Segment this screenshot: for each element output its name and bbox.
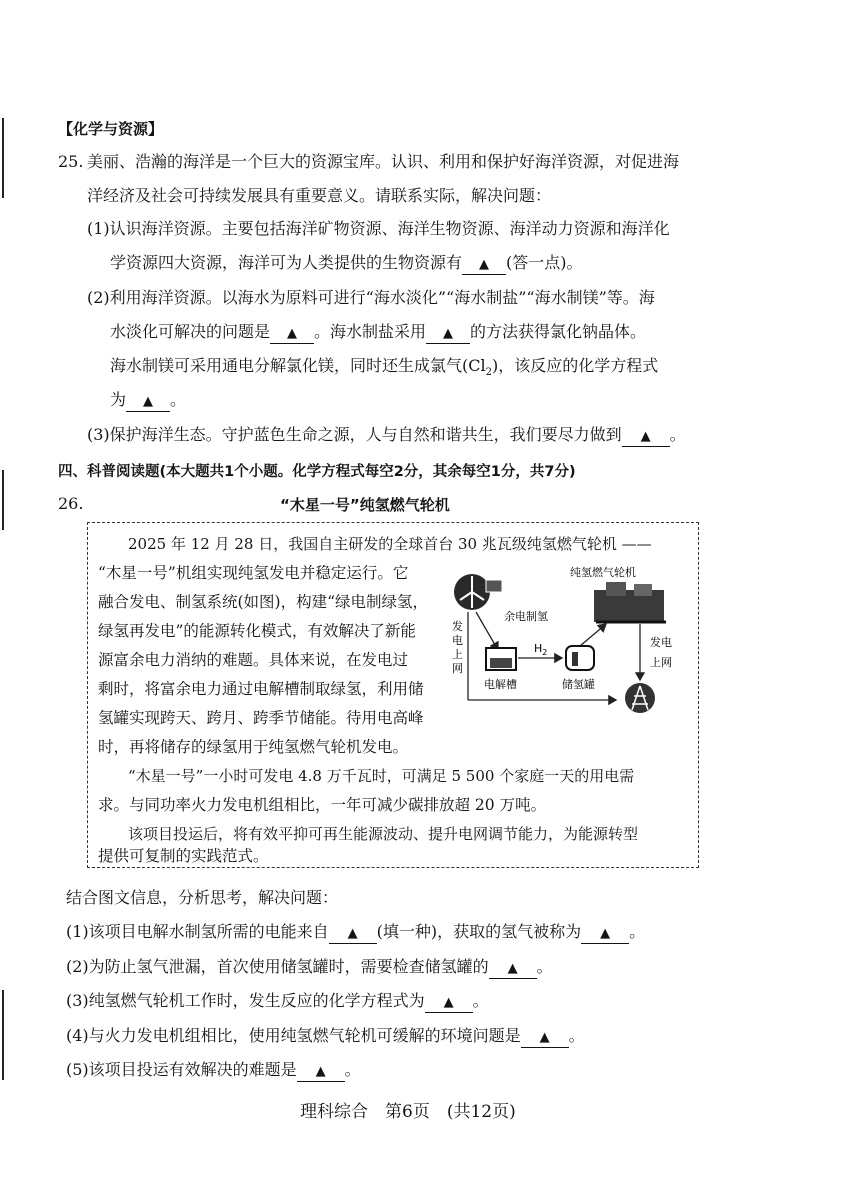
gen-left-char: 网 [452, 662, 463, 675]
q25-p2-line4: 为 ▲ 。 [110, 390, 186, 412]
turbine-label: 纯氢燃气轮机 [570, 566, 636, 579]
margin-line [2, 470, 4, 530]
q26-prompt: 结合图文信息，分析思考，解决问题： [66, 888, 339, 907]
electrolyzer-label: 电解槽 [484, 678, 517, 691]
q25-p3: (3)保护海洋生态。守护蓝色生命之源，人与自然和谐共生，我们要尽力做到 ▲ 。 [87, 425, 686, 447]
page-footer: 理科综合 第6页 (共12页) [300, 1102, 516, 1122]
gen-right-label: 上网 [650, 656, 672, 669]
energy-system-diagram [446, 562, 696, 722]
article-line: 源富余电力消纳的难题。具体来说，在发电过 [98, 651, 409, 669]
tank-icon [566, 646, 594, 670]
article-line: 绿氢再发电”的能源转化模式，有效解决了新能 [98, 622, 416, 640]
answer-blank[interactable]: ▲ [297, 1061, 345, 1082]
electrolyzer-icon [486, 648, 516, 670]
wind-solar-icon [454, 574, 502, 610]
gen-left-char: 电 [452, 634, 463, 647]
answer-blank[interactable]: ▲ [425, 992, 473, 1013]
article-line: 提供可复制的实践范式。 [98, 847, 269, 865]
grid-tower-icon [625, 683, 655, 713]
q25-p1-line1: (1)认识海洋资源。主要包括海洋矿物资源、海洋生物资源、海洋动力资源和海洋化 [87, 219, 670, 238]
article-title: “木星一号”纯氢燃气轮机 [280, 496, 450, 514]
question-number: 25. [58, 152, 84, 171]
answer-blank[interactable]: ▲ [622, 426, 670, 447]
margin-line [2, 990, 4, 1080]
q26-sub4: (4)与火力发电机组相比，使用纯氢燃气轮机可缓解的环境问题是 ▲ 。 [66, 1026, 585, 1048]
tank-label: 储氢罐 [562, 678, 595, 691]
answer-blank[interactable]: ▲ [581, 923, 629, 944]
h2-label: $H_2$ [534, 642, 548, 657]
q25-p1-line2: 学资源四大资源，海洋可为人类提供的生物资源有 ▲ (答一点)。 [110, 253, 583, 275]
article-line: 剩时，将富余电力通过电解槽制取绿氢，利用储 [98, 680, 424, 698]
article-line: “木星一号”一小时可发电 4.8 万千瓦时，可满足 5 500 个家庭一天的用电需 [128, 767, 635, 785]
q26-sub5: (5)该项目投运有效解决的难题是 ▲ 。 [66, 1060, 361, 1082]
article-line: 2025 年 12 月 28 日，我国自主研发的全球首台 30 兆瓦级纯氢燃气轮机 —— [128, 535, 652, 553]
q26-sub2: (2)为防止氢气泄漏，首次使用储氢罐时，需要检查储氢罐的 ▲ 。 [66, 957, 553, 979]
q25-p2-line2: 水淡化可解决的问题是 ▲ 。海水制盐采用 ▲ 的方法获得氯化钠晶体。 [110, 322, 646, 344]
answer-blank[interactable]: ▲ [270, 323, 314, 344]
article-line: 氢罐实现跨天、跨月、跨季节储能。待用电高峰 [98, 709, 424, 727]
article-line: “木星一号”机组实现纯氢发电并稳定运行。它 [98, 564, 409, 582]
answer-blank[interactable]: ▲ [126, 391, 170, 412]
answer-blank[interactable]: ▲ [329, 923, 377, 944]
q26-sub3: (3)纯氢燃气轮机工作时，发生反应的化学方程式为 ▲ 。 [66, 991, 489, 1013]
gen-right-label: 发电 [650, 636, 672, 649]
article-line: 时，再将储存的绿氢用于纯氢燃气轮机发电。 [98, 738, 409, 756]
article-line: 该项目投运后，将有效平抑可再生能源波动、提升电网调节能力，为能源转型 [128, 825, 639, 843]
answer-blank[interactable]: ▲ [521, 1027, 569, 1048]
gen-left-char: 上 [452, 648, 463, 661]
q26-sub1: (1)该项目电解水制氢所需的电能来自 ▲ (填一种)，获取的氢气被称为 ▲ 。 [66, 922, 645, 944]
margin-line [2, 118, 4, 198]
q25-intro-line1: 美丽、浩瀚的海洋是一个巨大的资源宝库。认识、利用和保护好海洋资源，对促进海 [87, 152, 680, 171]
turbine-icon [594, 582, 666, 622]
question-number: 26. [58, 494, 84, 513]
section-heading: 四、科普阅读题(本大题共1个小题。化学方程式每空2分，其余每空1分，共7分) [58, 464, 576, 480]
q25-intro-line2: 洋经济及社会可持续发展具有重要意义。请联系实际，解决问题： [87, 186, 552, 205]
section-heading: 【化学与资源】 [58, 120, 164, 138]
gen-left-char: 发 [452, 620, 463, 633]
answer-blank[interactable]: ▲ [462, 254, 506, 275]
answer-blank[interactable]: ▲ [426, 323, 470, 344]
surplus-label: 余电制氢 [504, 610, 548, 623]
article-line: 融合发电、制氢系统(如图)，构建“绿电制绿氢， [98, 593, 429, 611]
q25-p2-line1: (2)利用海洋资源。以海水为原料可进行“海水淡化”“海水制盐”“海水制镁”等。海 [87, 288, 655, 307]
q25-p2-line3: 海水制镁可采用通电分解氯化镁，同时还生成氯气$(Cl_2)$，该反应的化学方程式 [110, 356, 659, 379]
article-line: 求。与同功率火力发电机组相比，一年可减少碳排放超 20 万吨。 [98, 796, 547, 814]
answer-blank[interactable]: ▲ [489, 958, 537, 979]
